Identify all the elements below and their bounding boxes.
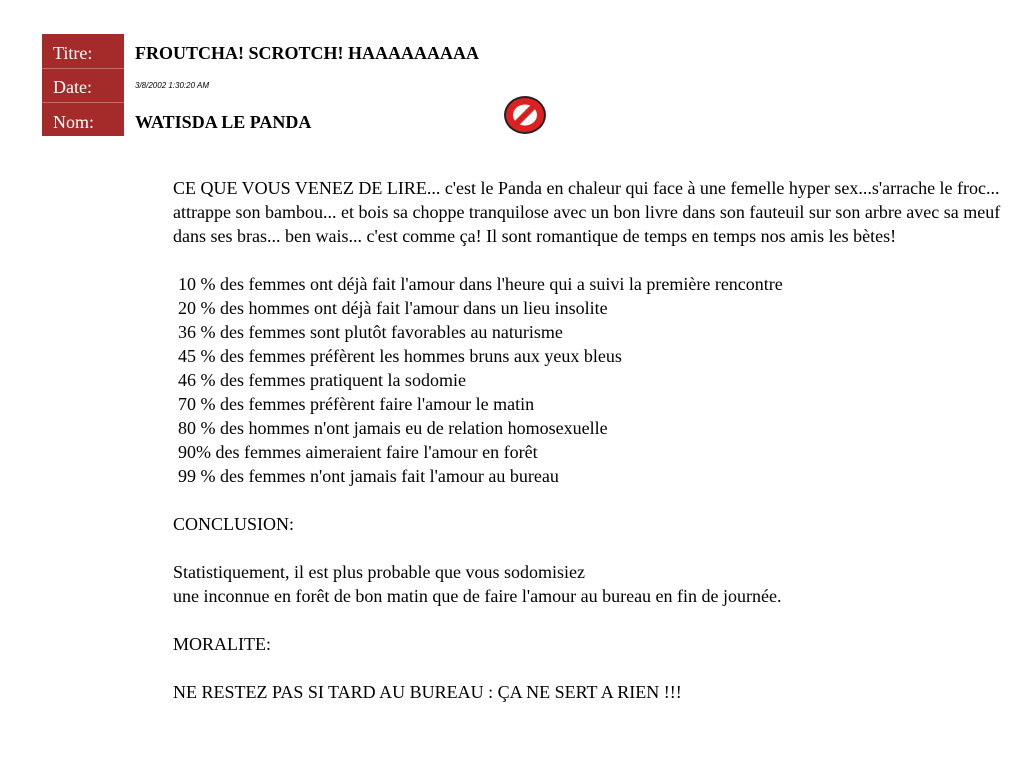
stat-line: 45 % des femmes préfèrent les hommes bruns aux yeux bleus <box>178 346 622 366</box>
stats-list <box>173 272 1003 488</box>
conclusion-heading: CONCLUSION: <box>173 514 295 534</box>
row-divider <box>42 68 124 69</box>
post-date: 3/8/2002 1:30:20 AM <box>135 81 209 90</box>
stat-line: 46 % des femmes pratiquent la sodomie <box>178 370 466 390</box>
author-name: WATISDA LE PANDA <box>135 112 312 132</box>
conclusion-line: une inconnue en forêt de bon matin que de faire l'amour au bureau en fin de journée. <box>173 586 782 606</box>
date-label: Date: <box>53 77 92 97</box>
stat-line: 90% des femmes aimeraient faire l'amour en forêt <box>178 442 538 462</box>
no-entry-icon <box>502 94 548 136</box>
name-label: Nom: <box>53 112 95 132</box>
intro-paragraph: CE QUE VOUS VENEZ DE LIRE... c'est le Panda en chaleur qui face à une femelle hyper sex...s'arrache le froc... attrappe son bambou... et bois sa choppe tranquilose avec un bon livre dans son fauteuil sur son arbre avec sa meuf dans ses bras... ben wais... c'est comme ça! Il sont romantique de temps en temps nos amis les bètes! <box>173 178 1001 246</box>
post-body <box>173 176 1003 704</box>
title-label: Titre: <box>53 43 93 63</box>
row-divider <box>42 102 124 103</box>
stat-line: 10 % des femmes ont déjà fait l'amour dans l'heure qui a suivi la première rencontre <box>178 274 783 294</box>
stat-line: 80 % des hommes n'ont jamais eu de relation homosexuelle <box>178 418 608 438</box>
stat-line: 36 % des femmes sont plutôt favorables au naturisme <box>178 322 563 342</box>
post-title: FROUTCHA! SCROTCH! HAAAAAAAAA <box>135 43 479 63</box>
moral-text: NE RESTEZ PAS SI TARD AU BUREAU : ÇA NE SERT A RIEN !!! <box>173 682 682 702</box>
stat-line: 70 % des femmes préfèrent faire l'amour le matin <box>178 394 535 414</box>
conclusion-line: Statistiquement, il est plus probable que vous sodomisiez <box>173 562 585 582</box>
stat-line: 20 % des hommes ont déjà fait l'amour dans un lieu insolite <box>178 298 608 318</box>
header-labels-panel <box>42 34 124 136</box>
stat-line: 99 % des femmes n'ont jamais fait l'amour au bureau <box>178 466 559 486</box>
moral-heading: MORALITE: <box>173 634 271 654</box>
